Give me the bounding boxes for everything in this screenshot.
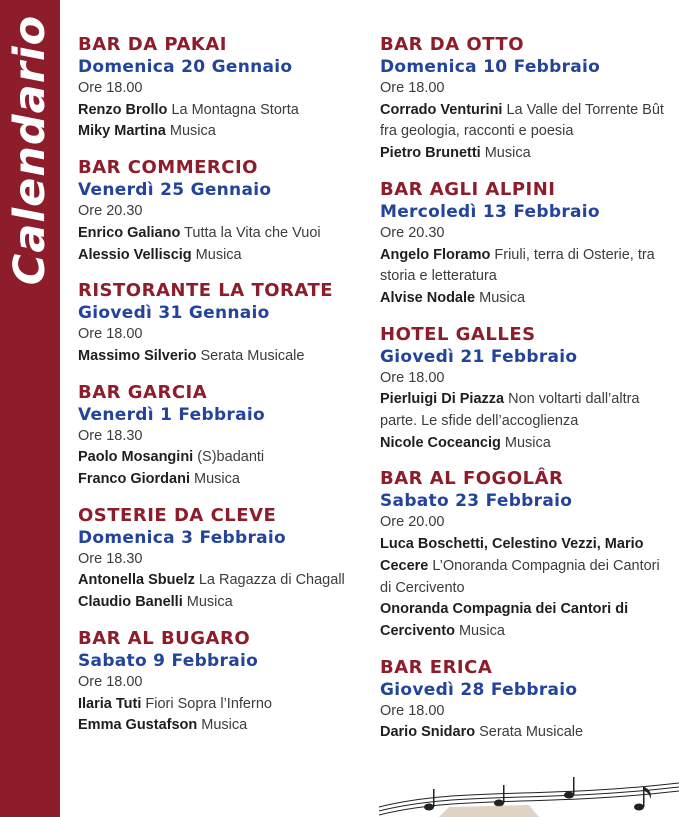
sidebar-band [0,0,60,817]
event-date: Venerdì 1 Febbraio [78,404,265,425]
performer-name: Angelo Floramo [380,246,491,263]
performer-name: Dario Snidaro [380,724,476,741]
venue-name: RISTORANTE LA TORATE [78,280,334,302]
program-line [380,288,670,310]
program-line [380,245,670,288]
performer-name: Emma Gustafson [78,717,198,734]
program-description: Musica [500,434,551,451]
program-description: Musica [190,471,240,488]
music-notes-icon [299,777,679,817]
program-line [380,433,670,455]
venue-name: BAR AGLI ALPINI [380,178,556,200]
program-line [78,592,358,614]
performer-name: Alessio Velliscig [78,246,192,263]
venue-name: BAR ERICA [380,656,493,678]
performer-name: Corrado Venturini [380,101,503,118]
venue-name: OSTERIE DA CLEVE [78,504,277,526]
event-time: Ore 20.30 [78,203,143,220]
program-description: Serata Musicale [475,724,584,741]
event-block [78,505,358,614]
event-block [380,657,670,744]
program-description: Tutta la Vita che Vuoi [180,224,321,241]
program-description: Musica [454,622,505,639]
program-description: Musica [197,717,248,734]
event-block [380,324,670,455]
program-description: La Montagna Storta [167,101,299,118]
program-line [380,722,670,744]
event-block [78,628,358,737]
program-description: L’Onoranda Compagnia dei Cantori di Cercivento [380,557,660,596]
performer-name: Renzo Brollo [78,101,168,118]
program-description: La Valle del Torrente Bût fra geologia, racconti e poesia [380,101,664,140]
performer-name: Antonella Sbuelz [78,572,195,589]
event-time: Ore 18.00 [380,369,445,386]
event-time: Ore 18.30 [78,550,143,567]
program-description: Non voltarti dall’altra parte. Le sfide dell’accoglienza [380,391,640,430]
event-block [78,34,358,143]
event-time: Ore 20.30 [380,224,445,241]
program-description: Fiori Sopra l’Inferno [141,695,272,712]
program-line [78,245,358,267]
performer-name: Pietro Brunetti [380,145,481,162]
program-line [78,223,358,245]
event-time: Ore 18.00 [78,80,143,96]
venue-name: BAR DA OTTO [380,34,524,55]
event-date: Domenica 20 Gennaio [78,57,293,77]
program-description: (S)badanti [193,449,265,466]
program-description: Musica [480,145,531,162]
event-date: Giovedì 21 Febbraio [380,346,578,367]
event-time: Ore 18.00 [78,673,143,690]
performer-name: Pierluigi Di Piazza [380,391,505,408]
event-date: Domenica 3 Febbraio [78,527,287,548]
program-line [380,100,670,143]
program-line [78,570,358,592]
program-description: Musica [182,594,233,611]
venue-name: BAR AL BUGARO [78,627,251,649]
performer-name: Nicole Coceancig [380,434,501,451]
venue-name: BAR GARCIA [78,381,208,403]
program-description: Serata Musicale [196,347,305,364]
event-date: Mercoledì 13 Febbraio [380,201,600,222]
performer-name: Paolo Mosangini [78,449,194,466]
event-date: Giovedì 28 Febbraio [380,679,578,700]
events-column-right [380,34,670,758]
program-line [380,389,670,432]
program-line [78,121,358,143]
event-block [78,382,358,491]
venue-name: HOTEL GALLES [380,323,536,345]
program-line [78,346,358,368]
program-line [380,599,670,642]
event-block [78,157,358,266]
event-date: Sabato 9 Febbraio [78,650,259,671]
event-block [380,468,670,642]
performer-name: Ilaria Tuti [78,695,142,712]
event-time: Ore 18.00 [380,80,445,96]
venue-name: BAR AL FOGOLÂR [380,468,564,490]
event-time: Ore 18.30 [78,427,143,444]
performer-name: Claudio Banelli [78,594,183,611]
program-line [78,715,358,737]
program-description: Musica [165,123,216,140]
event-block [380,179,670,310]
program-line [380,143,670,165]
program-description: Musica [475,289,526,306]
program-description: Musica [191,246,242,263]
program-description: Friuli, terra di Osterie, tra storia e letteratura [380,246,655,285]
calendar-title: Calendario [5,14,55,286]
event-date: Sabato 23 Febbraio [380,491,573,512]
venue-name: BAR COMMERCIO [78,157,258,179]
venue-name: BAR DA PAKAI [78,34,227,55]
performer-name: Massimo Silverio [78,347,197,364]
program-line [78,447,358,469]
event-block [380,34,670,165]
event-date: Venerdì 25 Gennaio [78,180,272,201]
performer-name: Enrico Galiano [78,224,181,241]
performer-name: Miky Martina [78,123,166,140]
program-line [78,100,358,122]
program-line [78,469,358,491]
program-line [380,534,670,599]
event-time: Ore 20.00 [380,514,445,531]
event-time: Ore 18.00 [78,326,143,343]
program-description: La Ragazza di Chagall [194,572,345,589]
event-date: Domenica 10 Febbraio [380,57,601,77]
event-date: Giovedì 31 Gennaio [78,303,270,324]
program-line [78,694,358,716]
performer-name: Alvise Nodale [380,289,476,306]
performer-name: Luca Boschetti, Celestino Vezzi, Mario Cecere [380,536,644,574]
events-column-left [78,34,358,751]
event-time: Ore 18.00 [380,702,445,719]
event-block [78,280,358,367]
performer-name: Franco Giordani [78,471,190,488]
performer-name: Onoranda Compagnia dei Cantori di Cercivento [380,601,629,639]
